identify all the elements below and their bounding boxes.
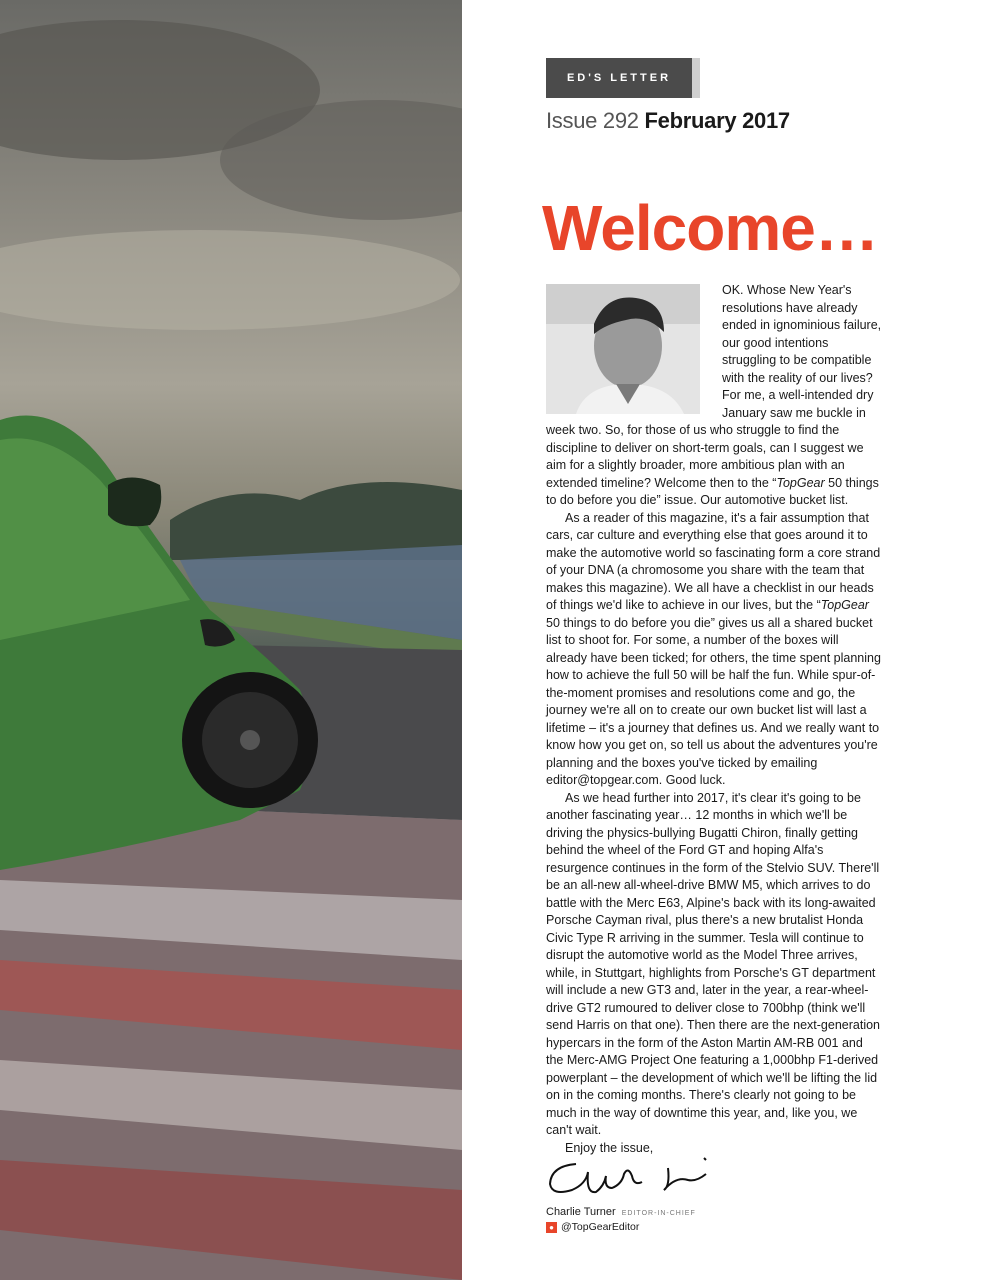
section-tag-edge xyxy=(692,58,700,98)
car-photo xyxy=(0,0,462,1280)
paragraph-3: As we head further into 2017, it's clear it's going to be another fascinating year… 12 months in which we'll be driving the physics-bullying Bugatti Chiron, finally getting behind the wheel of the Ford GT and hoping Alfa's resurgence continues in the form of the Stelvio SUV. There'll be an all-new all-wheel-drive BMW M5, which arrives to do battle with the Merc E63, Alpine's back with its long-awaited Porsche Cayman rival, plus there's a new brutalist Honda Civic Type R arriving in the summer. Tesla will continue to disrupt the automotive world as the Model Three arrives, while, in Stuttgart, highlights from Porsche's GT department will include a new GT3 and, later in the year, a rear-wheel-drive GT2 rumoured to deliver close to 700bhp (think we'll send Harris on that one). Then there are the next-generation hypercars in the form of the Aston Martin AM-RB 001 and the Merc-AMG Project One featuring a 1,000bhp F1-derived powerplant – the development of which we'll be lifting the lid on in the coming months. There's clearly not going to be much in the way of downtime this year, and, like you, we can't wait. xyxy=(546,790,881,1137)
editor-name: Charlie Turner xyxy=(546,1206,616,1218)
editor-role: EDITOR-IN-CHIEF xyxy=(621,1210,696,1217)
headline: Welcome… xyxy=(542,192,878,264)
editor-twitter[interactable] xyxy=(546,1221,639,1233)
paragraph-2: As a reader of this magazine, it's a fair assumption that cars, car culture and everything else that goes around it to make the automotive world so fascinating form a core strand of your DNA (a chromosome you share with the team that makes this magazine). We all have a checklist in our heads of things we'd like to achieve in our lives, but the “TopGear 50 things to do before you die” gives us all a shared bucket list to shoot for. For some, a number of the boxes will already have been ticked; for others, the time spent planning how to achieve the full 50 will be half the fun. While spur-of-the-moment promises and resolutions come and go, the journey we're all on to create our own bucket list will last a lifetime – it's a journey that defines us. And we really want to know how you get on, so tell us about the adventures you're planning and the boxes you've ticked by emailing editor@topgear.com. Good luck. xyxy=(546,510,881,787)
section-tag: ED'S LETTER xyxy=(546,58,692,98)
issue-line xyxy=(546,108,790,134)
paragraph-1: OK. Whose New Year's resolutions have already ended in ignominious failure, our good intentions struggling to be compatible with the reality of our lives? For me, a well-intended dry January saw me buckle in week two. So, for those of us who struggle to find the discipline to deliver on short-term goals, can I suggest we aim for a slightly broader, more ambitious plan with an extended timeline? Welcome then to the “TopGear 50 things to do before you die” issue. Our automotive bucket list. xyxy=(546,283,882,507)
twitter-handle[interactable]: @TopGearEditor xyxy=(561,1221,640,1233)
paragraph-4: Enjoy the issue, xyxy=(565,1140,654,1155)
car-photo-illustration xyxy=(0,0,462,1280)
letter-body xyxy=(546,282,882,1157)
twitter-icon: ● xyxy=(546,1222,557,1233)
issue-date: February 2017 xyxy=(644,108,790,133)
editor-name-line xyxy=(546,1206,696,1218)
handwritten-signature xyxy=(546,1146,721,1202)
issue-label: Issue 292 xyxy=(546,108,639,133)
